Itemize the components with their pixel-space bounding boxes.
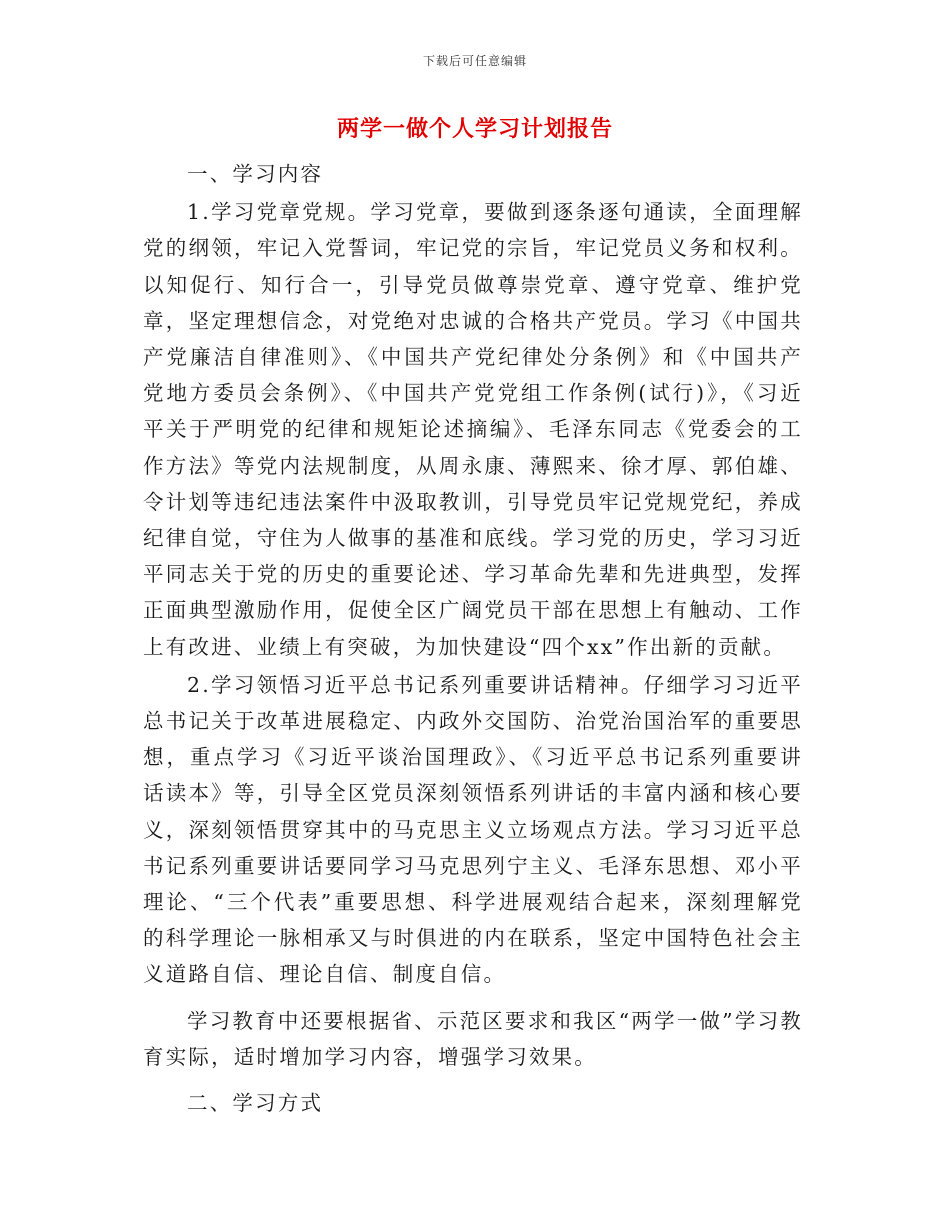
- paragraph-speeches: 2.学习领悟习近平总书记系列重要讲话精神。仔细学习习近平总书记关于改革进展稳定、内政外交国防、治党治国治军的重要思想，重点学习《习近平谈治国理政》、《习近平总书记系列重要讲话读本》等，引导全区党员深刻领悟系列讲话的丰富内涵和核心要义，深刻领悟贯穿其中的马克思主义立场观点方法。学习习近平总书记系列重要讲话要同学习马克思列宁主义、毛泽东思想、邓小平理论、“三个代表”重要思想、科学进展观结合起来，深刻理解党的科学理论一脉相承又与时俱进的内在联系，坚定中国特色社会主义道路自信、理论自信、制度自信。: [143, 672, 803, 987]
- paragraph-party-rules: 1.学习党章党规。学习党章，要做到逐条逐句通读，全面理解党的纲领，牢记入党誓词，牢记党的宗旨，牢记党员义务和权利。以知促行、知行合一，引导党员做尊崇党章、遵守党章、维护党章，坚定理想信念，对党绝对忠诚的合格共产党员。学习《中国共产党廉洁自律准则》、《中国共产党纪律处分条例》和《中国共产党地方委员会条例》、《中国共产党党组工作条例(试行)》，《习近平关于严明党的纪律和规矩论述摘编》、毛泽东同志《党委会的工作方法》等党内法规制度，从周永康、薄熙来、徐才厚、郭伯雄、令计划等违纪违法案件中汲取教训，引导党员牢记党规党纪，养成纪律自觉，守住为人做事的基准和底线。学习党的历史，学习习近平同志关于党的历史的重要论述、学习革命先辈和先进典型，发挥正面典型激励作用，促使全区广阔党员干部在思想上有触动、工作上有改进、业绩上有突破，为加快建设“四个xx”作出新的贡献。: [143, 200, 803, 659]
- paragraph-additional-content: 学习教育中还要根据省、示范区要求和我区“两学一做”学习教育实际，适时增加学习内容，增强学习效果。: [143, 1008, 803, 1069]
- document-body: [143, 156, 803, 1123]
- document-title: 两学一做个人学习计划报告: [336, 116, 613, 142]
- section-heading-learning-content: 一、学习内容: [187, 162, 324, 186]
- section-heading-learning-methods: 二、学习方式: [187, 1091, 324, 1116]
- page-header-note: 下载后可任意编辑: [422, 54, 527, 68]
